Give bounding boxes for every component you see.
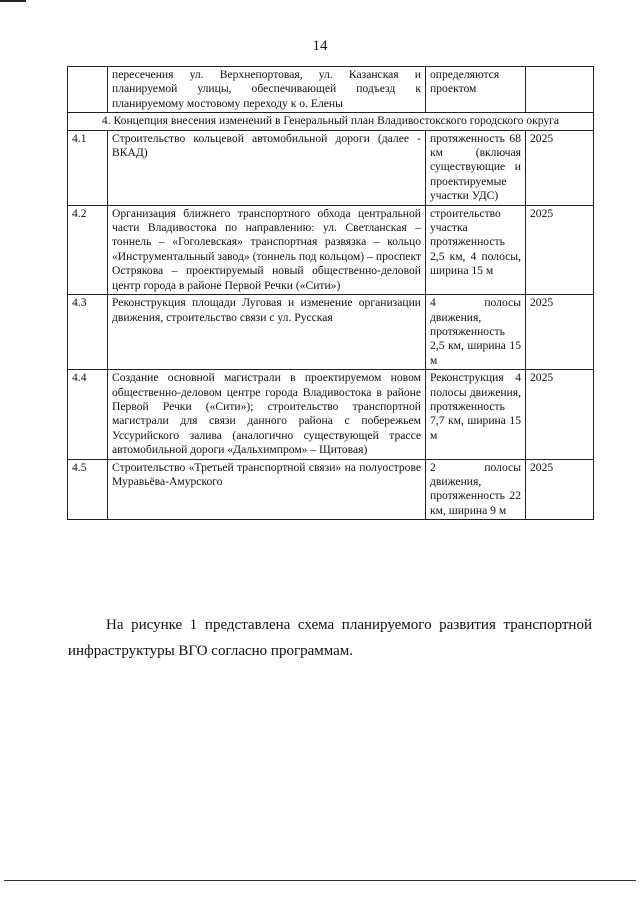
- row-number: 4.1: [68, 130, 108, 205]
- row-description: Реконструкция площади Луговая и изменение организации движения, строительство связи с ул. Русская: [108, 295, 426, 370]
- page-number: 14: [312, 38, 328, 54]
- row-description: пересечения ул. Верхнепортовая, ул. Казанская и планируемой улицы, обеспечивающей подъезд к планируемому мостовому переходу к о. Елены: [108, 67, 426, 113]
- row-year: 2025: [526, 370, 594, 459]
- row-parameter: строительство участка протяженность 2,5 км, 4 полосы, ширина 15 м: [426, 205, 526, 294]
- row-parameter: 4 полосы движения, протяженность 2,5 км, ширина 15 м: [426, 295, 526, 370]
- row-year: [526, 67, 594, 113]
- table-row-continuation: [68, 67, 594, 113]
- table-row: [68, 459, 594, 520]
- closing-paragraph: На рисунке 1 представлена схема планируемого развития транспортной инфраструктуры ВГО согласно программам.: [68, 617, 592, 659]
- table-row: [68, 370, 594, 459]
- row-number: 4.3: [68, 295, 108, 370]
- row-parameter: протяженность 68 км (включая существующие и проектируемые участки УДС): [426, 130, 526, 205]
- row-description: Строительство кольцевой автомобильной дороги (далее - ВКАД): [108, 130, 426, 205]
- projects-table: [67, 66, 594, 520]
- row-description: Строительство «Третьей транспортной связи» на полуострове Муравьёва-Амурского: [108, 459, 426, 520]
- bottom-rule: [4, 880, 636, 881]
- row-year: 2025: [526, 459, 594, 520]
- row-number: 4.4: [68, 370, 108, 459]
- scan-top-mark: [0, 0, 26, 2]
- table-row: [68, 130, 594, 205]
- row-description: Организация ближнего транспортного обхода центральной части Владивостока по направлению: ул. Светланская – тоннель – «Гоголевская» транспортная развязка – кольцо «Инструментальный завод» (тоннель под кольцом) – проспект Острякова – проектируемый новый общественно-деловой центр города в районе Первой Речки («Сити»): [108, 205, 426, 294]
- row-parameter: 2 полосы движения, протяженность 22 км, ширина 9 м: [426, 459, 526, 520]
- row-parameter: определяются проектом: [426, 67, 526, 113]
- row-year: 2025: [526, 295, 594, 370]
- row-number: 4.5: [68, 459, 108, 520]
- table-row: [68, 295, 594, 370]
- row-parameter: Реконструкция 4 полосы движения, протяженность 7,7 км, ширина 15 м: [426, 370, 526, 459]
- table-row: [68, 205, 594, 294]
- section-heading: 4. Концепция внесения изменений в Генеральный план Владивостокского городского округа: [68, 113, 594, 130]
- row-number: 4.2: [68, 205, 108, 294]
- row-description: Создание основной магистрали в проектируемом новом общественно-деловом центре города Владивостока в районе Первой Речки («Сити»); строительство транспортной магистрали для связи данного района с побережьем Уссурийского залива (аналогично существующей трассе автомобильной дороги «Дальхимпром» – Щитовая): [108, 370, 426, 459]
- row-year: 2025: [526, 205, 594, 294]
- row-number-cell: [68, 67, 108, 113]
- section-heading-row: [68, 113, 594, 130]
- row-year: 2025: [526, 130, 594, 205]
